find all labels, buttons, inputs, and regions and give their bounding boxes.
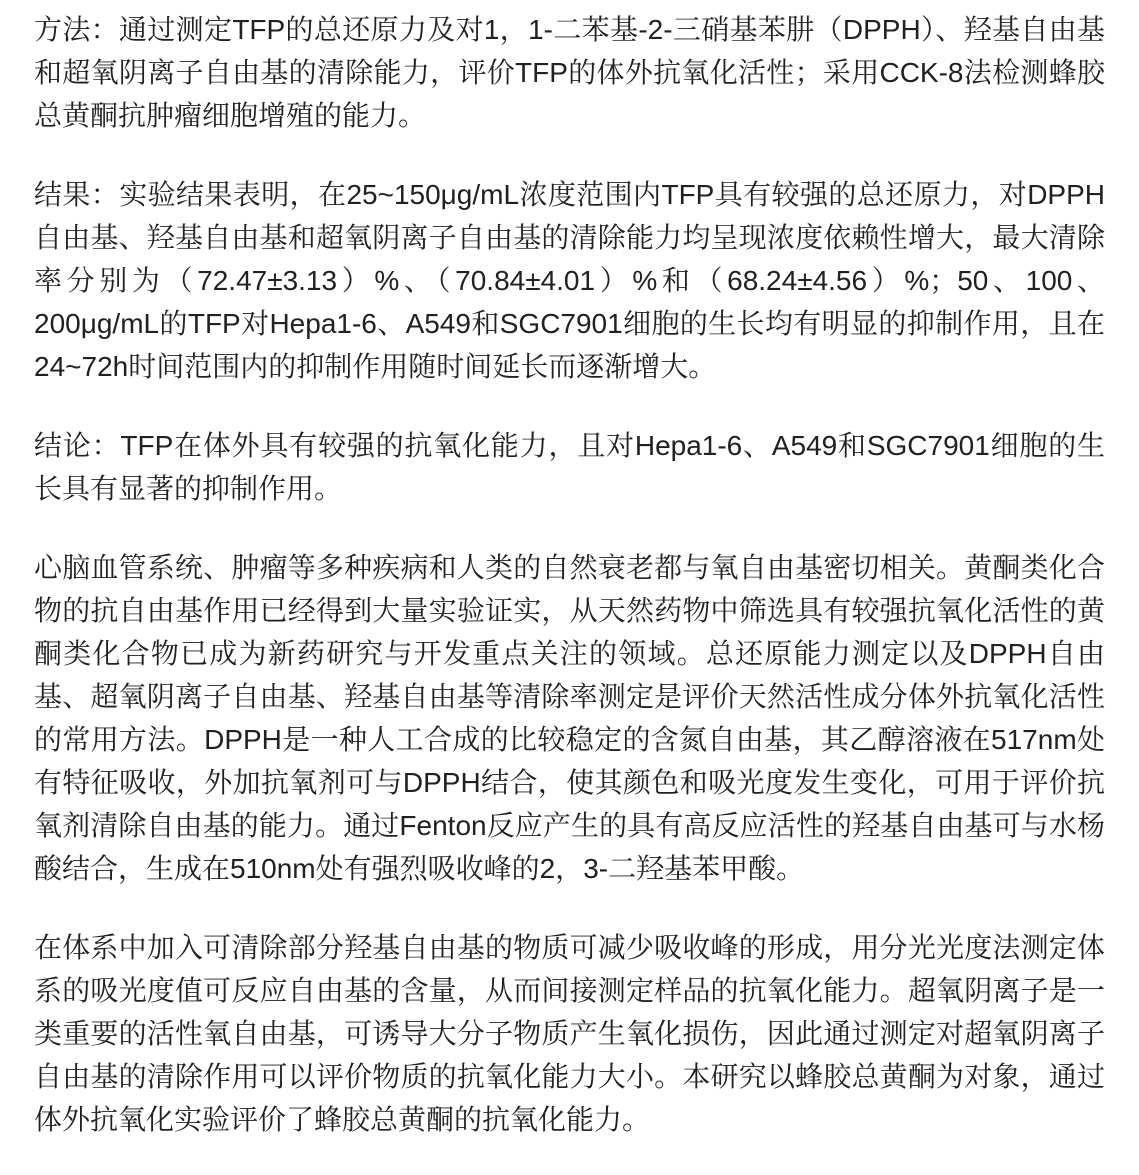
paragraph-conclusion: 结论：TFP在体外具有较强的抗氧化能力，且对Hepa1-6、A549和SGC7901细胞的生长具有显著的抑制作用。 bbox=[34, 430, 1105, 504]
paragraph-results: 结果：实验结果表明，在25~150μg/mL浓度范围内TFP具有较强的总还原力，对DPPH自由基、羟基自由基和超氧阴离子自由基的清除能力均呈现浓度依赖性增大，最大清除率分别为（72.47±3.13）%、（70.84±4.01）%和（68.24±4.56）%；50、100、200μg/mL的TFP对Hepa1-6、A549和SGC7901细胞的生长均有明显的抑制作用，且在24~72h时间范围内的抑制作用随时间延长而逐渐增大。 bbox=[34, 179, 1105, 382]
paragraph-methods: 方法：通过测定TFP的总还原力及对1，1-二苯基-2-三硝基苯肼（DPPH）、羟基自由基和超氧阴离子自由基的清除能力，评价TFP的体外抗氧化活性；采用CCK-8法检测蜂胶总黄酮抗肿瘤细胞增殖的能力。 bbox=[34, 14, 1105, 131]
paragraph-background-freeradicals: 心脑血管系统、肿瘤等多种疾病和人类的自然衰老都与氧自由基密切相关。黄酮类化合物的抗自由基作用已经得到大量实验证实，从天然药物中筛选具有较强抗氧化活性的黄酮类化合物已成为新药研究与开发重点关注的领域。总还原能力测定以及DPPH自由基、超氧阴离子自由基、羟基自由基等清除率测定是评价天然活性成分体外抗氧化活性的常用方法。DPPH是一种人工合成的比较稳定的含氮自由基，其乙醇溶液在517nm处有特征吸收，外加抗氧剂可与DPPH结合，使其颜色和吸光度发生变化，可用于评价抗氧剂清除自由基的能力。通过Fenton反应产生的具有高反应活性的羟基自由基可与水杨酸结合，生成在510nm处有强烈吸收峰的2，3-二羟基苯甲酸。 bbox=[34, 552, 1105, 884]
paragraph-background-assay-principle: 在体系中加入可清除部分羟基自由基的物质可减少吸收峰的形成，用分光光度法测定体系的吸光度值可反应自由基的含量，从而间接测定样品的抗氧化能力。超氧阴离子是一类重要的活性氧自由基，可诱导大分子物质产生氧化损伤，因此通过测定对超氧阴离子自由基的清除作用可以评价物质的抗氧化能力大小。本研究以蜂胶总黄酮为对象，通过体外抗氧化实验评价了蜂胶总黄酮的抗氧化能力。 bbox=[34, 932, 1105, 1135]
